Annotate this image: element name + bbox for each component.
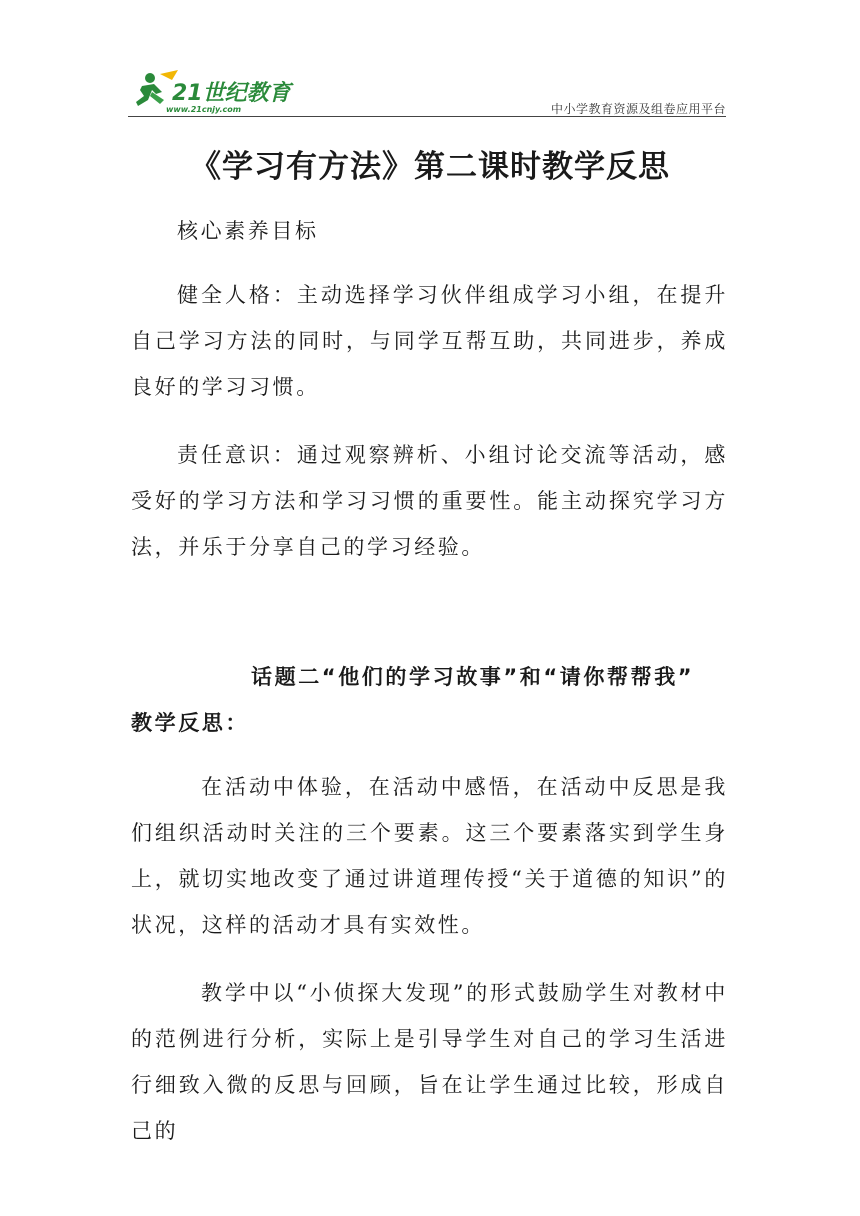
platform-tagline: 中小学教育资源及组卷应用平台	[550, 102, 726, 116]
paragraph-responsibility: 责任意识：通过观察辨析、小组讨论交流等活动，感受好的学习方法和学习习惯的重要性。能主动探究学习方法，并乐于分享自己的学习经验。	[131, 443, 728, 559]
document-title: 《学习有方法》第二课时教学反思	[190, 149, 670, 185]
reflection-heading: 教学反思：	[131, 711, 249, 735]
page-header	[128, 66, 726, 118]
paragraph-personality: 健全人格：主动选择学习伙伴组成学习小组，在提升自己学习方法的同时，与同学互帮互助，共同进步，养成良好的学习习惯。	[131, 283, 728, 399]
paragraph-teaching: 教学中以“小侦探大发现”的形式鼓励学生对教材中的范例进行分析，实际上是引导学生对自己的学习生活进行细致入微的反思与回顾，旨在让学生通过比较，形成自己的	[131, 981, 728, 1143]
document-body	[131, 208, 728, 1154]
svg-text:www.21cnjy.com: www.21cnjy.com	[166, 105, 242, 114]
svg-text:21世纪教育: 21世纪教育	[172, 81, 291, 106]
topic-heading: 话题二“他们的学习故事”和“请你帮帮我”	[251, 665, 695, 689]
goal-heading: 核心素养目标	[177, 219, 319, 243]
runner-logo-icon	[128, 66, 298, 116]
logo	[128, 66, 298, 116]
header-divider	[128, 116, 726, 117]
paragraph-activity: 在活动中体验，在活动中感悟，在活动中反思是我们组织活动时关注的三个要素。这三个要素落实到学生身上，就切实地改变了通过讲道理传授“关于道德的知识”的状况，这样的活动才具有实效性。	[131, 775, 728, 937]
